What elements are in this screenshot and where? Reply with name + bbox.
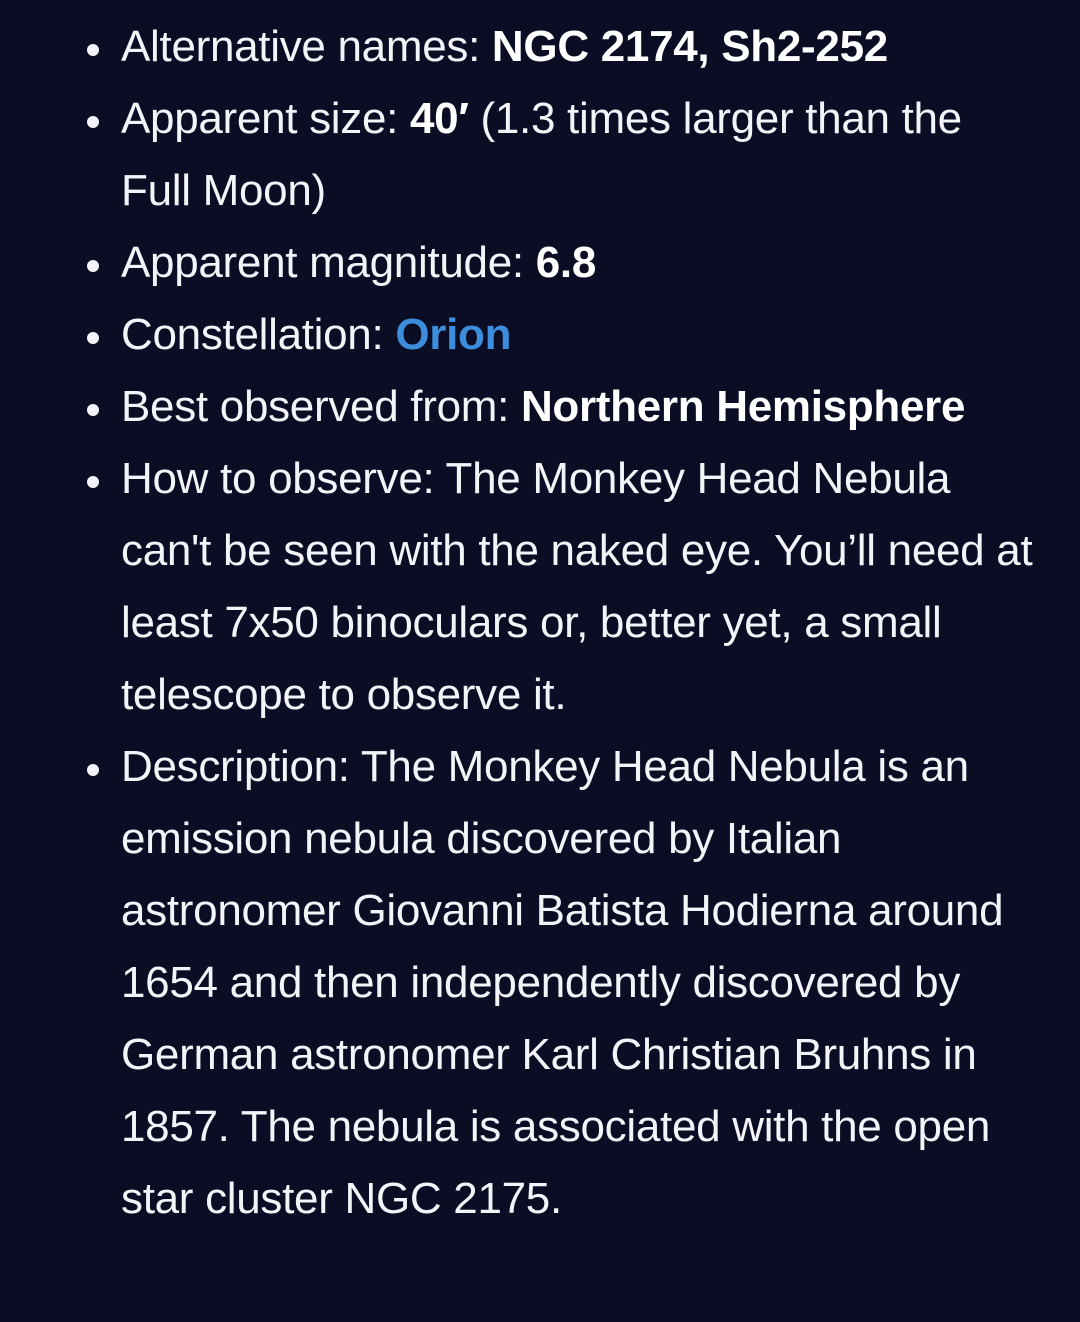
list-item-how-to-observe	[0, 443, 1040, 731]
fact-value: 6.8	[535, 238, 597, 287]
constellation-link[interactable]: Orion	[395, 310, 512, 359]
list-item-best-observed-from	[0, 371, 1040, 443]
fact-value: 40′	[410, 94, 469, 143]
bullet-icon	[87, 332, 99, 344]
fact-label: Apparent magnitude:	[121, 238, 536, 287]
list-item-alternative-names	[0, 11, 1040, 83]
list-item-apparent-size	[0, 83, 1040, 227]
fact-label: Best observed from:	[121, 382, 521, 431]
fact-note: (1.3 times larger than the Full Moon)	[121, 94, 962, 215]
fact-label: Alternative names:	[121, 22, 492, 71]
list-item-apparent-magnitude	[0, 227, 1040, 299]
fact-text: Description: The Monkey Head Nebula is an emission nebula discovered by Italian astronomer Giovanni Batista Hodierna around 1654 and then independently discovered by German astronomer Karl Christian Bruhns in 1857. The nebula is associated with the open star cluster NGC 2175.	[121, 742, 1004, 1223]
bullet-icon	[87, 404, 99, 416]
fact-label: Apparent size:	[121, 94, 410, 143]
fact-value: Northern Hemisphere	[520, 382, 966, 431]
fact-value: NGC 2174, Sh2-252	[491, 22, 888, 71]
bullet-icon	[87, 764, 99, 776]
list-item-constellation	[0, 299, 1040, 371]
fact-list	[0, 11, 1040, 1235]
list-item-description	[0, 731, 1040, 1235]
bullet-icon	[87, 116, 99, 128]
fact-label: Constellation:	[121, 310, 396, 359]
bullet-icon	[87, 476, 99, 488]
fact-text: How to observe: The Monkey Head Nebula can't be seen with the naked eye. You’ll need at least 7x50 binoculars or, better yet, a small telescope to observe it.	[121, 454, 1033, 719]
bullet-icon	[87, 44, 99, 56]
bullet-icon	[87, 260, 99, 272]
